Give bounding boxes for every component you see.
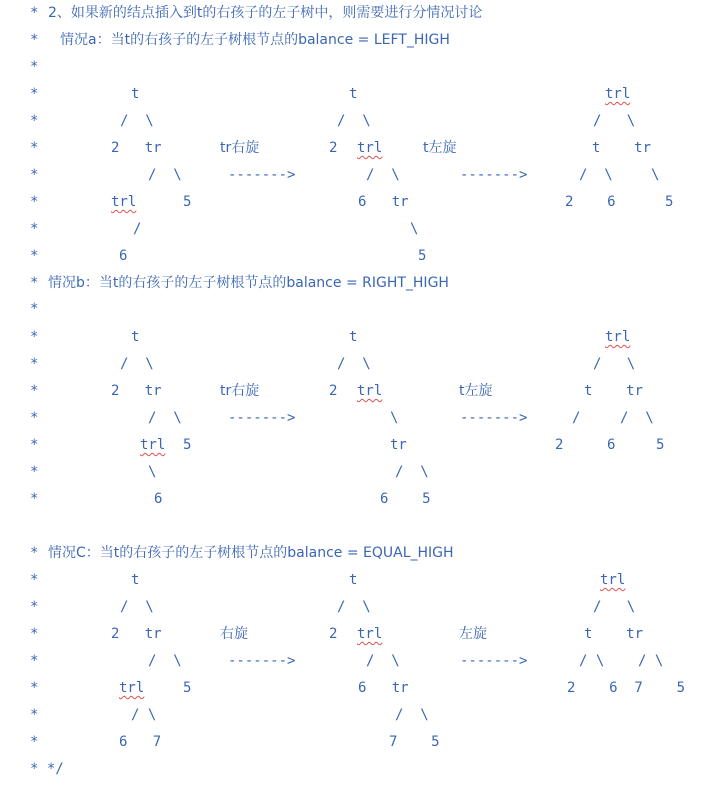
comment-marker: * */ <box>30 761 64 777</box>
diagram-text: 5 <box>183 194 192 210</box>
code-line <box>0 408 704 428</box>
comment-text: 左旋 <box>459 626 487 642</box>
code-line <box>0 219 704 239</box>
spellcheck-word: trl <box>605 86 631 102</box>
diagram-text: t tr <box>592 140 652 156</box>
diagram-text: / \ <box>337 113 371 129</box>
diagram-text: / \ <box>620 410 654 426</box>
diagram-text: -------> <box>228 410 296 426</box>
code-line <box>0 138 704 158</box>
diagram-text: 2 <box>555 437 564 453</box>
comment-marker: * <box>30 464 39 480</box>
comment-text: 右旋 <box>220 626 248 642</box>
diagram-text: / \ <box>395 707 429 723</box>
comment-marker: * <box>30 248 39 264</box>
comment-marker: * <box>30 140 39 156</box>
diagram-text: \ <box>390 410 399 426</box>
comment-text: t左旋 <box>423 140 457 156</box>
comment-marker: * <box>30 437 39 453</box>
diagram-text: 5 <box>418 248 427 264</box>
diagram-text: / \ <box>148 167 182 183</box>
diagram-text: 5 <box>656 437 665 453</box>
diagram-text: 6 5 <box>380 491 431 507</box>
diagram-text: / <box>133 221 142 237</box>
code-line <box>0 597 704 617</box>
diagram-text: / \ <box>337 599 371 615</box>
code-line <box>0 759 704 779</box>
code-line <box>0 462 704 482</box>
diagram-text: / \ <box>579 167 613 183</box>
diagram-text: 6 tr <box>358 194 409 210</box>
comment-marker: * <box>30 113 39 129</box>
diagram-text: t tr <box>584 626 644 642</box>
diagram-text: -------> <box>460 653 528 669</box>
diagram-text: \ <box>651 167 660 183</box>
diagram-text: 2 tr <box>111 626 162 642</box>
diagram-text: 6 <box>119 248 128 264</box>
code-line <box>0 299 704 319</box>
comment-marker: * <box>30 59 39 75</box>
diagram-text: 2 6 <box>565 194 616 210</box>
spellcheck-word: trl <box>600 572 626 588</box>
diagram-text: 2 tr <box>111 140 162 156</box>
diagram-text: / \ <box>366 167 400 183</box>
comment-marker: * <box>30 86 39 102</box>
diagram-text: / \ <box>148 410 182 426</box>
code-line <box>0 246 704 266</box>
diagram-text: t tr <box>584 383 644 399</box>
comment-marker: * <box>30 491 39 507</box>
spellcheck-word: trl <box>119 680 145 696</box>
code-line <box>0 165 704 185</box>
comment-marker: * <box>30 599 39 615</box>
comment-marker: * <box>30 32 39 48</box>
diagram-text: / \ <box>593 599 636 615</box>
comment-marker: * <box>30 680 39 696</box>
diagram-text: / <box>572 410 581 426</box>
code-line <box>0 381 704 401</box>
diagram-text: \ <box>148 464 157 480</box>
spellcheck-word: trl <box>357 383 383 399</box>
diagram-text: 5 <box>183 437 192 453</box>
code-line <box>0 84 704 104</box>
code-line <box>0 516 704 536</box>
comment-marker: * <box>30 734 39 750</box>
comment-marker: * <box>30 572 39 588</box>
comment-marker: * <box>30 545 39 561</box>
comment-marker: * <box>30 167 39 183</box>
diagram-text: 2 <box>329 140 338 156</box>
code-line <box>0 57 704 77</box>
diagram-text: / \ / \ <box>579 653 664 669</box>
comment-marker: * <box>30 5 39 21</box>
diagram-text: / \ <box>120 356 154 372</box>
code-line <box>0 489 704 509</box>
comment-marker: * <box>30 221 39 237</box>
code-line <box>0 570 704 590</box>
code-line <box>0 3 704 23</box>
diagram-text: 6 <box>154 491 163 507</box>
comment-marker: * <box>30 383 39 399</box>
diagram-text: 6 <box>607 437 616 453</box>
spellcheck-word: trl <box>357 626 383 642</box>
code-line <box>0 327 704 347</box>
code-line <box>0 435 704 455</box>
diagram-text: 2 <box>329 383 338 399</box>
diagram-text: -------> <box>228 653 296 669</box>
diagram-text: / \ <box>395 464 429 480</box>
spellcheck-word: trl <box>357 140 383 156</box>
comment-marker: * <box>30 301 39 317</box>
code-line <box>0 273 704 293</box>
diagram-text: / \ <box>593 113 636 129</box>
code-line <box>0 111 704 131</box>
code-line <box>0 624 704 644</box>
diagram-text: / \ <box>366 653 400 669</box>
comment-text: 情况C：当t的右孩子的左子树根节点的balance = EQUAL_HIGH <box>48 545 454 561</box>
diagram-text: 2 6 7 5 <box>567 680 686 696</box>
code-line <box>0 678 704 698</box>
diagram-text: / \ <box>593 356 636 372</box>
spellcheck-word: trl <box>111 194 137 210</box>
comment-marker: * <box>30 410 39 426</box>
diagram-text: 7 5 <box>389 734 440 750</box>
diagram-text: t <box>349 86 358 102</box>
diagram-text: 6 tr <box>358 680 409 696</box>
diagram-text: t <box>349 572 358 588</box>
spellcheck-word: trl <box>140 437 166 453</box>
diagram-text: tr <box>390 437 407 453</box>
diagram-text: t <box>131 329 140 345</box>
diagram-text: 2 <box>329 626 338 642</box>
comment-text: 情况b：当t的右孩子的左子树根节点的balance = RIGHT_HIGH <box>48 275 449 291</box>
diagram-text: t <box>131 86 140 102</box>
code-line <box>0 30 704 50</box>
diagram-text: / \ <box>120 599 154 615</box>
diagram-text: 5 <box>665 194 674 210</box>
comment-marker: * <box>30 329 39 345</box>
comment-marker: * <box>30 275 39 291</box>
comment-text: tr右旋 <box>220 383 260 399</box>
comment-marker: * <box>30 707 39 723</box>
diagram-text: -------> <box>460 167 528 183</box>
diagram-text: 5 <box>183 680 192 696</box>
comment-marker: * <box>30 653 39 669</box>
diagram-text: 2 tr <box>111 383 162 399</box>
comment-marker: * <box>30 356 39 372</box>
diagram-text: t <box>131 572 140 588</box>
diagram-text: t <box>349 329 358 345</box>
diagram-text: -------> <box>460 410 528 426</box>
diagram-text: / \ <box>131 707 157 723</box>
comment-text: tr右旋 <box>220 140 260 156</box>
diagram-text: / \ <box>148 653 182 669</box>
diagram-text: -------> <box>228 167 296 183</box>
code-line <box>0 732 704 752</box>
diagram-text: / \ <box>120 113 154 129</box>
code-line <box>0 705 704 725</box>
diagram-text: 6 7 <box>119 734 162 750</box>
comment-marker: * <box>30 194 39 210</box>
comment-text: 2、如果新的结点插入到t的右孩子的左子树中，则需要进行分情况讨论 <box>48 5 483 21</box>
code-line <box>0 192 704 212</box>
diagram-text: / \ <box>337 356 371 372</box>
comment-text: t左旋 <box>459 383 493 399</box>
comment-marker: * <box>30 626 39 642</box>
code-line <box>0 354 704 374</box>
spellcheck-word: trl <box>605 329 631 345</box>
diagram-text: \ <box>410 221 419 237</box>
code-line <box>0 543 704 563</box>
code-line <box>0 651 704 671</box>
comment-text: 情况a：当t的右孩子的左子树根节点的balance = LEFT_HIGH <box>60 32 450 48</box>
